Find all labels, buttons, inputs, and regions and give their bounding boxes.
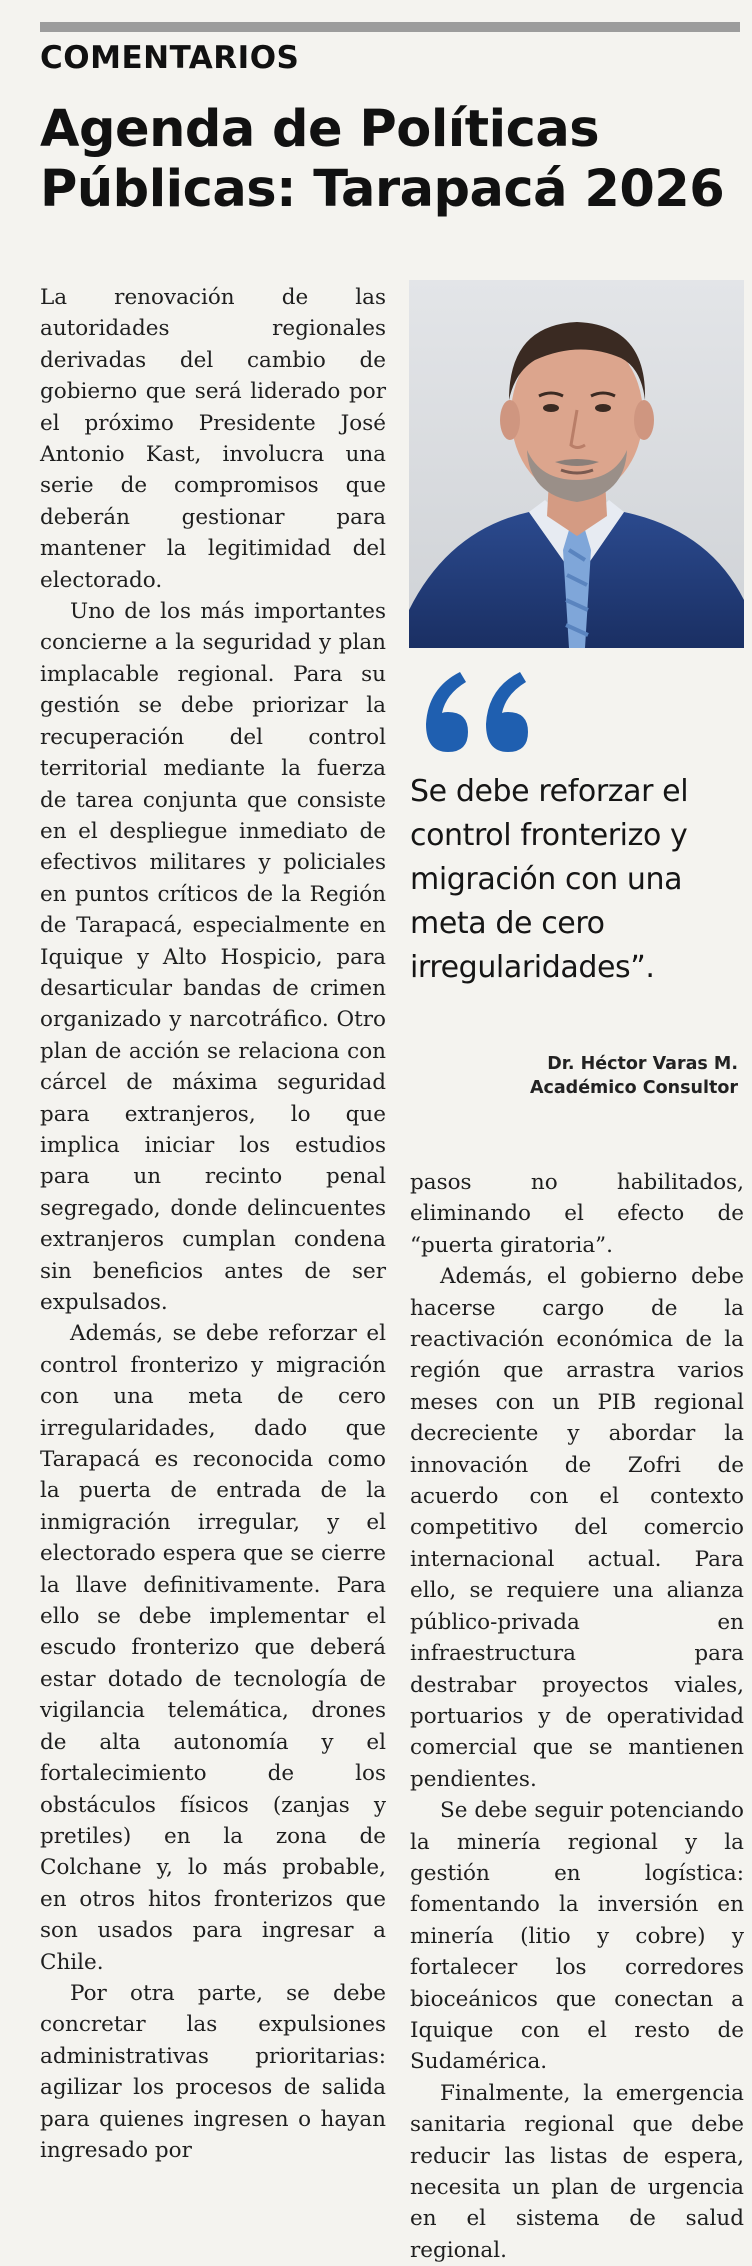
article-column-right (410, 1167, 744, 2266)
paragraph: Se debe seguir potenciando la minería regional y la gestión en logística: fomentando la inversión en minería (litio y cobre) y fortalecer los corredores bioceánicos que conectan a Iquique con el resto de Sudamérica. (410, 1798, 744, 2075)
author-byline (418, 1052, 738, 1100)
paragraph: Uno de los más importantes concierne a la seguridad y plan implacable regional. Para su gestión se debe priorizar la recuperación del control territorial mediante la fuerza de tarea conjunta que consiste en el despliegue inmediato de efectivos militares y policiales en puntos críticos de la Región de Tarapacá, especialmente en Iquique y Alto Hospicio, para desarticular bandas de crimen organizado y narcotráfico. Otro plan de acción se relaciona con cárcel de máxima seguridad para extranjeros, lo que implica iniciar los estudios para un recinto penal segregado, donde delincuentes extranjeros cumplan condena sin beneficios antes de ser expulsados. (40, 599, 386, 1315)
headline (40, 100, 740, 220)
pull-quote: Se debe reforzar el control fronterizo y migración con una meta de cero irregularidades”. (410, 774, 689, 985)
author-portrait (409, 280, 744, 648)
author-portrait-drawing (409, 280, 744, 648)
author-name: Dr. Héctor Varas M. (547, 1054, 738, 1074)
headline-line-1: Agenda de Políticas (40, 100, 600, 159)
paragraph: La renovación de las autoridades regionales derivadas del cambio de gobierno que será liderado por el próximo Presidente José Antonio Kast, involucra una serie de compromisos que deberán gestionar para mantener la legitimidad del electorado. (40, 285, 386, 593)
paragraph: Además, el gobierno debe hacerse cargo de la reactivación económica de la región que arrastra varios meses con un PIB regional decreciente y abordar la innovación de Zofri de acuerdo con el contexto competitivo del comercio internacional actual. Para ello, se requiere una alianza público-privada en infraestructura para destrabar proyectos viales, portuarios y de operatividad comercial que se mantienen pendientes. (410, 1264, 744, 1792)
open-quote-icon (414, 652, 534, 762)
headline-line-2: Públicas: Tarapacá 2026 (40, 160, 725, 219)
paragraph: Además, se debe reforzar el control fronterizo y migración con una meta de cero irregularidades, dado que Tarapacá es reconocida como la puerta de entrada de la inmigración irregular, y el electorado espera que se cierre la llave definitivamente. Para ello se debe implementar el escudo fronterizo que deberá estar dotado de tecnología de vigilancia telemática, drones de alta autonomía y el fortalecimiento de los obstáculos físicos (zanjas y pretiles) en la zona de Colchane y, lo más probable, en otros hitos fronterizos que son usados para ingresar a Chile. (40, 1321, 386, 1975)
article-column-left (40, 282, 386, 2166)
paragraph: Finalmente, la emergencia sanitaria regional que debe reducir las listas de espera, necesita un plan de urgencia en el sistema de salud regional. (410, 2080, 744, 2263)
section-bar (40, 22, 740, 32)
section-label: COMENTARIOS (40, 40, 300, 76)
paragraph: Por otra parte, se debe concretar las expulsiones administrativas prioritarias: agilizar los procesos de salida para quienes ingresen o hayan ingresado por (40, 1980, 386, 2163)
paragraph: pasos no habilitados, eliminando el efecto de “puerta giratoria”. (410, 1170, 744, 1258)
author-title: Académico Consultor (529, 1078, 738, 1098)
